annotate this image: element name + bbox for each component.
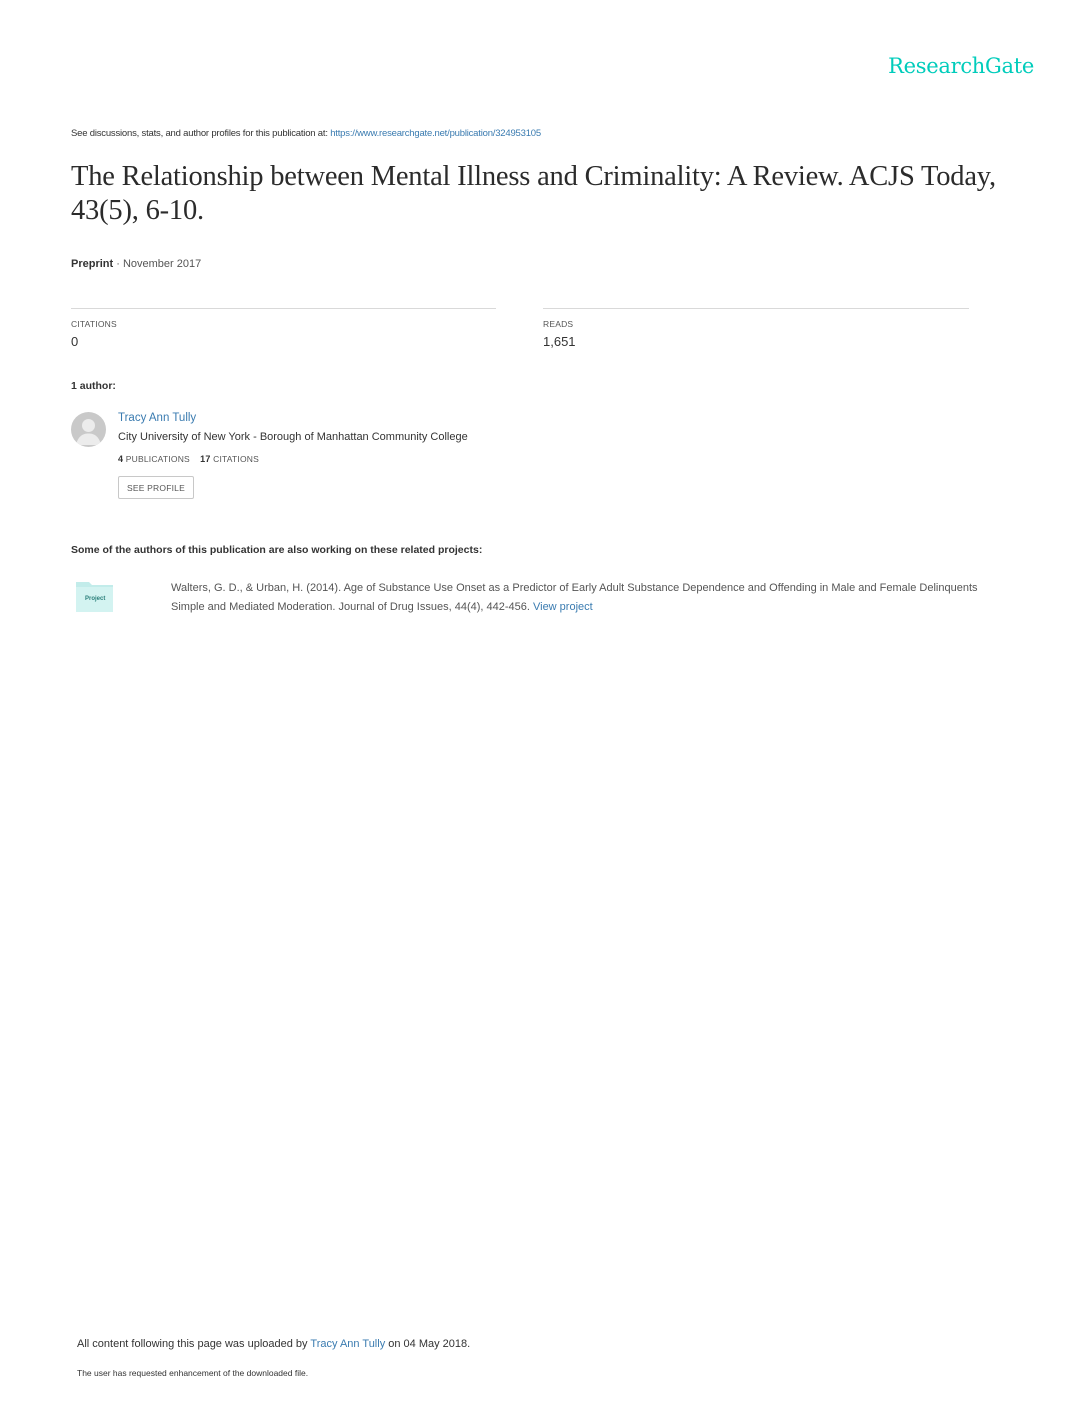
reads-value: 1,651 [543, 334, 576, 349]
see-profile-button[interactable]: SEE PROFILE [118, 476, 194, 499]
authors-heading: 1 author: [71, 380, 116, 392]
reads-divider [543, 308, 969, 309]
publication-date: November 2017 [122, 258, 202, 270]
project-description [171, 579, 1011, 617]
view-project-link[interactable]: View project [532, 601, 593, 613]
upload-prefix: All content following this page was uploaded by [77, 1338, 311, 1350]
citations-value: 0 [71, 334, 79, 349]
publication-title: The Relationship between Mental Illness and Criminality: A Review. ACJS Today, 43(5), 6-10. [71, 161, 996, 226]
publication-type: Preprint [71, 258, 114, 270]
publications-label: PUBLICATIONS [125, 454, 190, 464]
project-reference: Walters, G. D., & Urban, H. (2014). Age of Substance Use Onset as a Predictor of Early Adult Substance Dependence and Offending in Male and Female Delinquents Simple and Mediated Moderation. Journal of Drug Issues, 44(4), 442-456. [171, 582, 978, 613]
upload-notice [77, 1338, 470, 1350]
projects-heading: Some of the authors of this publication are also working on these related projects: [71, 544, 483, 556]
project-icon-label: Project [85, 596, 106, 602]
author-citations-label: CITATIONS [213, 454, 260, 464]
reads-label: READS [543, 319, 574, 329]
researchgate-logo[interactable]: ResearchGate [888, 54, 1034, 78]
avatar-placeholder-icon[interactable] [71, 412, 106, 447]
citations-label: CITATIONS [71, 319, 117, 329]
publication-url-link[interactable]: https://www.researchgate.net/publication/324953105 [330, 128, 541, 139]
publication-meta [71, 258, 201, 270]
enhancement-note: The user has requested enhancement of the downloaded file. [77, 1368, 309, 1378]
publications-count: 4 [118, 454, 124, 464]
discussion-line [71, 128, 541, 139]
folder-icon[interactable] [76, 580, 113, 612]
uploader-link[interactable]: Tracy Ann Tully [310, 1338, 386, 1350]
author-counts [118, 454, 259, 464]
upload-suffix: on 04 May 2018. [385, 1338, 471, 1350]
meta-separator: · [113, 258, 123, 270]
author-citations-count: 17 [200, 454, 211, 464]
discussion-text: See discussions, stats, and author profiles for this publication at: [71, 128, 331, 139]
author-affiliation: City University of New York - Borough of Manhattan Community College [118, 431, 468, 443]
citations-divider [71, 308, 496, 309]
author-name-link[interactable]: Tracy Ann Tully [118, 412, 197, 424]
